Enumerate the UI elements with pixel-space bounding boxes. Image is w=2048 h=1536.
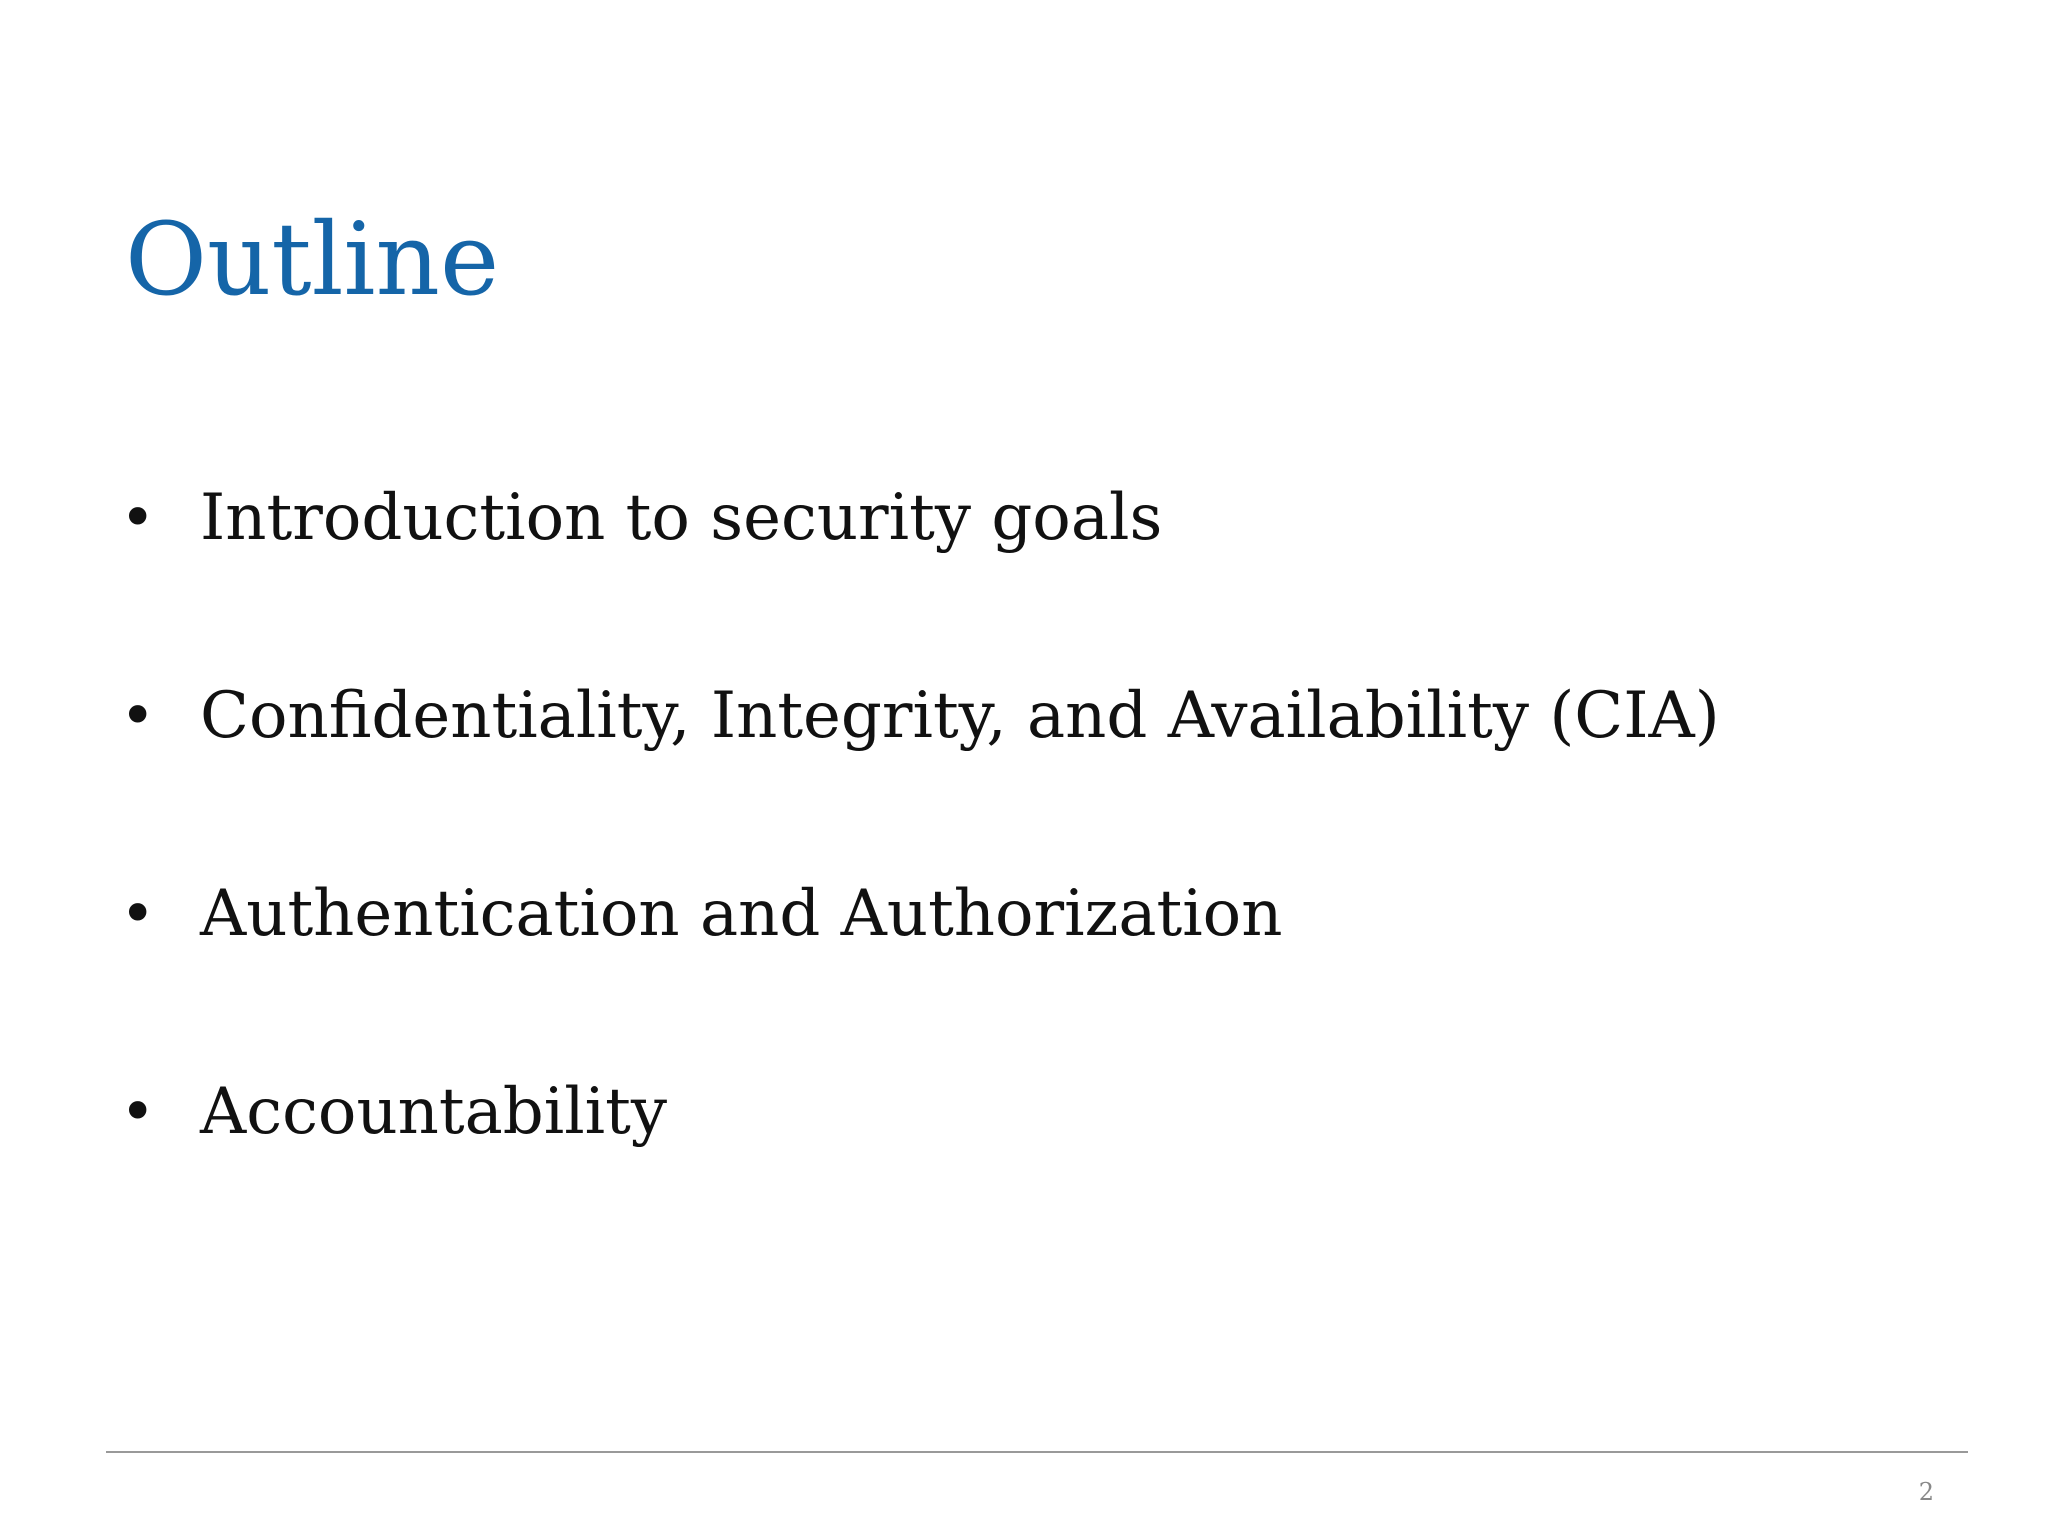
footer-divider [106,1451,1968,1453]
bullet-text: Introduction to security goals [200,481,1163,555]
bullet-icon: • [120,879,156,949]
bullet-text: Accountability [200,1075,667,1149]
bullet-icon: • [120,1077,156,1147]
page-number: 2 [1918,1478,1934,1506]
bullet-icon: • [120,483,156,553]
slide-title: Outline [125,201,500,318]
bullet-icon: • [120,681,156,751]
bullet-text: Confidentiality, Integrity, and Availability (CIA) [200,679,1720,753]
bullet-text: Authentication and Authorization [200,877,1283,951]
